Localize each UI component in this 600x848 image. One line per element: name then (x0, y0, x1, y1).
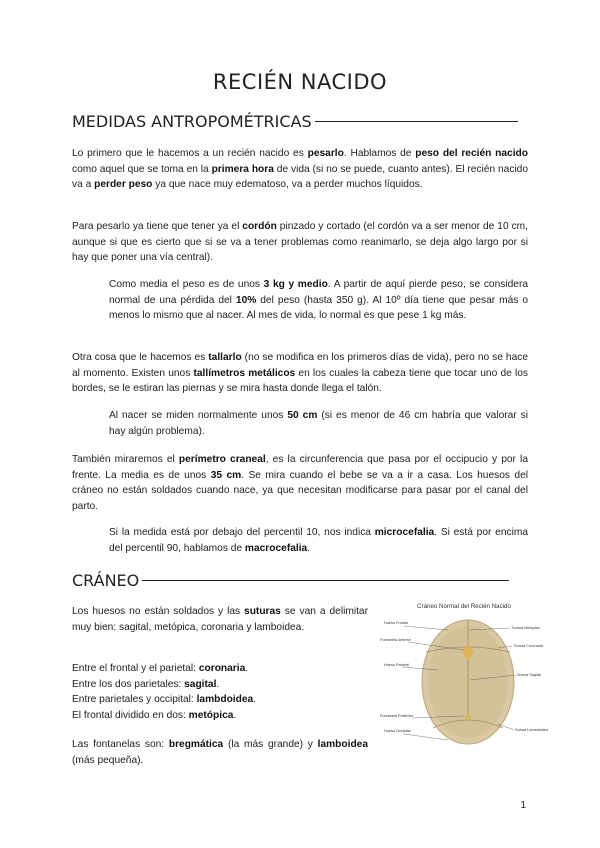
skull-diagram (378, 600, 550, 772)
paragraph-talla-media: Al nacer se miden normalmente unos 50 cm (si es menor de 46 cm habría que valorar si hay algún problema). (109, 410, 528, 437)
figure-title: Cráneo Normal del Recién Nacido (417, 603, 511, 610)
paragraph-peso: Lo primero que le hacemos a un recién nacido es pesarlo. Hablamos de peso del recién nacido como aquel que se toma en la primera hora de vida (si no se puede, cuanto antes). El recién nacido va a perder peso ya que nace muy edematoso, va a perder muchos líquidos. (72, 148, 529, 191)
heading-rule (315, 121, 518, 122)
list-item: Entre el frontal y el parietal: coronaria. (72, 663, 249, 674)
list-item: Entre los dos parietales: sagital. (72, 678, 220, 690)
label-sutura-coronaria: Sutura Coronaria (514, 644, 543, 648)
heading-rule (142, 580, 509, 581)
section-heading-medidas (72, 112, 518, 131)
label-sutura-sagital: Sutura Sagital (517, 673, 541, 677)
page-title: RECIÉN NACIDO (212, 70, 388, 94)
list-item: Entre parietales y occipital: lambdoidea. (72, 694, 257, 706)
list-item: El frontal dividido en dos: metópica. (72, 709, 237, 721)
label-hueso-parietal: Hueso Parietal (384, 663, 409, 667)
paragraph-fontanelas: Las fontanelas son: bregmática (la más grande) y lamboidea (más pequeña). (72, 739, 368, 766)
section-heading-text: MEDIDAS ANTROPOMÉTRICAS (72, 112, 312, 131)
section-heading-craneo (72, 571, 509, 590)
label-sutura-lambdoidea: Sutura Lambdoidea (515, 728, 549, 732)
paragraph-peso-media: Como media el peso es de unos 3 kg y medio. A partir de aquí pierde peso, se considera normal de una pérdida del 10% del peso (hasta 350 g). Al 10º día tiene que pesar más o menos lo mismo que al nacer. Al mes de vida, lo normal es que pese 1 kg más. (109, 279, 528, 322)
paragraph-perimetro: También miraremos el perímetro craneal, es la circunferencia que pasa por el occipucio y por la frente. La media es de unos 35 cm. Se mira cuando el bebe se va a ir a casa. Los huesos del cráneo no están soldados cuando nace, ya que necesitan modificarse para pasar por el canal del parto. (72, 454, 528, 512)
label-sutura-metopica: Sutura Metópica (512, 626, 540, 630)
label-fontanela-anterior: Fontanela Anterior (380, 638, 412, 642)
label-fontanela-posterior: Fontanela Posterior (380, 714, 414, 718)
page-number: 1 (520, 800, 526, 811)
section-heading-text: CRÁNEO (72, 571, 140, 590)
label-hueso-frontal: Hueso Frontal (384, 621, 408, 625)
suture-list (72, 661, 368, 723)
label-hueso-occipital: Hueso Occipital (384, 729, 411, 733)
paragraph-cordon: Para pesarlo ya tiene que tener ya el cordón pinzado y cortado (el cordón va a ser menor de 10 cm, aunque si que es cierto que si se va a tener problemas como reanimarlo, se deja algo largo por si hay que poner una vía central). (72, 221, 528, 264)
paragraph-suturas: Los huesos no están soldados y las suturas se van a delimitar muy bien: sagital, metópica, coronaria y lamboidea. (72, 606, 368, 633)
paragraph-tallarlo: Otra cosa que le hacemos es tallarlo (no se modifica en los primeros días de vida), pero no se hace al momento. Existen unos tallímetros metálicos en los cuales la cabeza tiene que tocar uno de los bordes, se le estiran las piernas y se mira hasta donde llega el talón. (72, 352, 528, 395)
paragraph-percentil: Si la medida está por debajo del percentil 10, nos indica microcefalia. Si está por encima del percentil 90, hablamos de macrocefalia. (109, 527, 529, 554)
